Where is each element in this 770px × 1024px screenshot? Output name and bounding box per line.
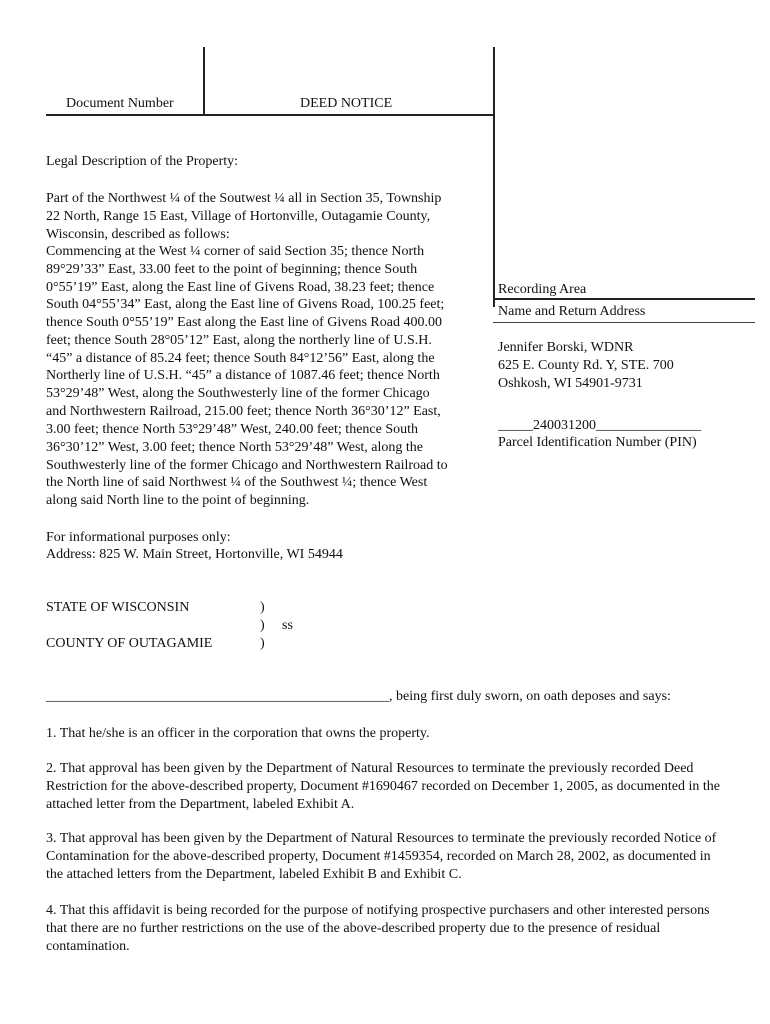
legal-line: thence South 0°55’19” East along the East line of Givens Road 400.00 (46, 315, 442, 330)
legal-line: “45” a distance of 85.24 feet; thence South 84°12’56” East, along the (46, 351, 435, 366)
legal-heading: Legal Description of the Property: (46, 154, 239, 169)
affidavit-item-2: 2. That approval has been given by the Department of Natural Resources to terminate the previously recorded Deed Restriction for the above-described property, Document #1690467 recorded on December 1, 2005, as documented in the attached letter from the Department, labeled Exhibit A. (46, 761, 720, 812)
venue-paren: ) (260, 636, 265, 651)
legal-line: 22 North, Range 15 East, Village of Hortonville, Outagamie County, (46, 209, 431, 224)
legal-line: 3.00 feet; thence North 53°29’48” West, 240.00 feet; thence South (46, 422, 419, 437)
header-bottom-rule (46, 114, 495, 116)
oath-line (46, 688, 671, 706)
return-name: Jennifer Borski, WDNR (498, 340, 634, 355)
recording-area-label: Recording Area (498, 282, 587, 297)
venue-paren: ) (260, 618, 265, 633)
return-city: Oshkosh, WI 54901-9731 (498, 376, 643, 391)
venue-ss: ss (282, 618, 293, 633)
document-number-label: Document Number (66, 96, 174, 111)
legal-line: Commencing at the West ¼ corner of said Section 35; thence North (46, 244, 425, 259)
legal-line: South 04°55’34” East, along the East line of Givens Road, 100.25 feet; (46, 297, 445, 312)
venue-paren: ) (260, 600, 265, 615)
header-divider-right (493, 47, 495, 307)
name-return-label: Name and Return Address (498, 304, 646, 319)
legal-line: along said North line to the point of beginning. (46, 493, 310, 508)
venue-state: STATE OF WISCONSIN (46, 600, 190, 615)
legal-line: 36°30’12” West, 3.00 feet; thence North 53°29’48” West, along the (46, 440, 424, 455)
legal-line: Southwesterly line of the former Chicago and Northwestern Railroad to (46, 458, 448, 473)
legal-line: feet; thence South 28°05’12” East, along the northerly line of U.S.H. (46, 333, 432, 348)
venue-county: COUNTY OF OUTAGAMIE (46, 636, 213, 651)
legal-line: 89°29’33” East, 33.00 feet to the point of beginning; thence South (46, 262, 418, 277)
legal-line: 53°29’48” West, along the Southwesterly line of the former Chicago (46, 386, 430, 401)
affidavit-item-3: 3. That approval has been given by the Department of Natural Resources to terminate the previously recorded Notice of Contamination for the above-described property, Document #1459354, recorded on March 28, 2002, as documented in the attached letters from the Department, labeled Exhibit B and Exhibit C. (46, 831, 717, 882)
oath-blank[interactable]: _________________________________________________ (46, 689, 389, 704)
oath-text: , being first duly sworn, on oath deposes and says: (389, 689, 671, 704)
return-street: 625 E. County Rd. Y, STE. 700 (498, 358, 674, 373)
legal-line: the North line of said Northwest ¼ of the Southwest ¼; thence West (46, 475, 428, 490)
pin-value: _____240031200_______________ (498, 418, 701, 433)
affidavit-item-4: 4. That this affidavit is being recorded for the purpose of notifying prospective purchasers and other interested persons that there are no further restrictions on the use of the above-described property due to the presence of residual contamination. (46, 903, 710, 954)
pin-label: Parcel Identification Number (PIN) (498, 435, 697, 450)
page-title: DEED NOTICE (300, 96, 393, 111)
info-address: Address: 825 W. Main Street, Hortonville, WI 54944 (46, 547, 343, 562)
info-label: For informational purposes only: (46, 530, 231, 545)
legal-line: and Northwestern Railroad, 215.00 feet; thence North 36°30’12” East, (46, 404, 441, 419)
legal-line: Wisconsin, described as follows: (46, 227, 230, 242)
name-return-rule (493, 322, 755, 323)
legal-line: 0°55’19” East, along the East line of Givens Road, 38.23 feet; thence (46, 280, 435, 295)
legal-line: Northerly line of U.S.H. “45” a distance of 1087.46 feet; thence North (46, 368, 440, 383)
header-divider-left (203, 47, 205, 115)
legal-line: Part of the Northwest ¼ of the Soutwest ¼ all in Section 35, Township (46, 191, 442, 206)
affidavit-item-1: 1. That he/she is an officer in the corporation that owns the property. (46, 726, 430, 741)
